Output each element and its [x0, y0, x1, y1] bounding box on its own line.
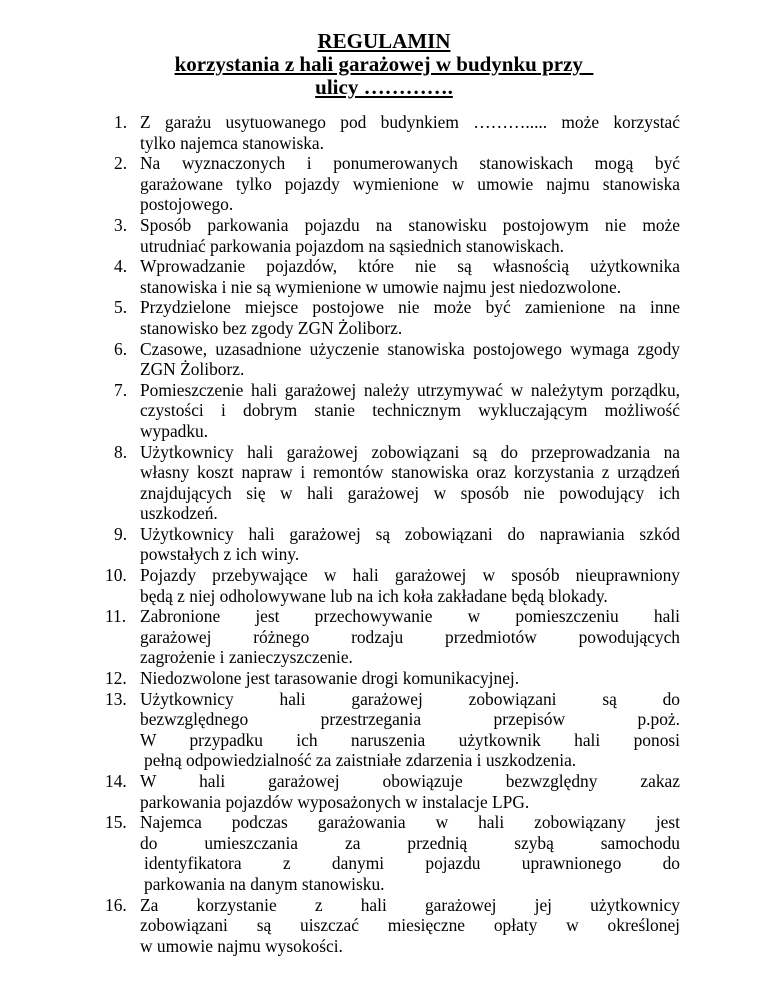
rule-text-line: Użytkownicy hali garażowej są zobowiązani do naprawiania szkód — [140, 523, 680, 544]
document-header — [0, 30, 768, 99]
rule-item — [114, 112, 680, 153]
rule-item — [114, 297, 680, 338]
rule-text-line: Pojazdy przebywające w hali garażowej w sposób nieuprawniony — [140, 565, 680, 586]
rule-text-line: tylko najemca stanowiska. — [140, 132, 325, 153]
rule-number: 1. — [114, 112, 128, 132]
rule-text-line: parkowania na danym stanowisku. — [144, 873, 385, 894]
rule-text-line: Przydzielone miejsce postojowe nie może być zamienione na inne — [140, 297, 680, 318]
rule-number: 5. — [114, 297, 128, 318]
rule-text-line: znajdujących się w hali garażowej w sposób nie powodujący ich — [140, 482, 680, 503]
rule-text-line: powstałych z ich winy. — [140, 544, 300, 565]
rule-text-line: czystości i dobrym stanie technicznym wykluczającym możliwość — [140, 400, 680, 421]
rule-number: 12. — [105, 668, 127, 689]
rule-item — [114, 524, 680, 565]
rule-item — [114, 215, 680, 256]
rule-text-line: Zabronione jest przechowywanie w pomieszczeniu hali — [140, 606, 680, 627]
rule-text-line: garażowane tylko pojazdy wymienione w umowie najmu stanowiska — [140, 173, 680, 194]
rule-number: 6. — [114, 338, 128, 359]
rule-text-line: do umieszczania za przednią szybą samochodu — [140, 832, 680, 853]
document-title: REGULAMIN — [317, 29, 451, 53]
rule-text-line: Z garażu usytuowanego pod budynkiem ………..... może korzystać — [140, 112, 680, 132]
rule-text-line: bezwzględnego przestrzegania przepisów p.poż. — [140, 709, 680, 730]
rule-item — [114, 380, 680, 442]
rule-text-line: uszkodzeń. — [140, 503, 218, 524]
document-subtitle-line-2: ulicy …………. — [315, 75, 453, 99]
rule-text-line: Sposób parkowania pojazdu na stanowisku postojowym nie może — [140, 214, 680, 235]
rule-text-line: Niedozwolone jest tarasowanie drogi komunikacyjnej. — [140, 668, 520, 689]
rule-text-line: W przypadku ich naruszenia użytkownik hali ponosi — [140, 729, 680, 750]
rules-list — [105, 112, 680, 956]
rule-item — [114, 256, 680, 297]
rule-number: 8. — [114, 441, 128, 462]
rule-number: 14. — [105, 771, 127, 791]
rule-text-line: parkowania pojazdów wyposażonych w instalacje LPG. — [140, 791, 530, 812]
rule-number: 3. — [114, 214, 128, 235]
rule-text-line: Na wyznaczonych i ponumerowanych stanowiskach mogą być — [140, 153, 680, 174]
rule-text-line: będą z niej odholowywane lub na ich koła zakładane będą blokady. — [140, 585, 608, 606]
rule-number: 4. — [114, 256, 128, 277]
rule-text-line: Za korzystanie z hali garażowej jej użytkownicy — [140, 894, 680, 915]
rule-text-line: Pomieszczenie hali garażowej należy utrzymywać w należytym porządku, — [140, 379, 680, 400]
rule-text-line: ZGN Żoliborz. — [140, 359, 245, 380]
rule-text-line: Czasowe, uzasadnione użyczenie stanowiska postojowego wymaga zgody — [140, 338, 680, 359]
rule-text-line: pełną odpowiedzialność za zaistniałe zdarzenia i uszkodzenia. — [144, 750, 577, 771]
rule-text-line: w umowie najmu wysokości. — [140, 935, 343, 956]
rule-item — [105, 668, 680, 689]
rule-item — [114, 339, 680, 380]
rule-number: 15. — [105, 812, 127, 833]
rule-text-line: zagrożenie i zanieczyszczenie. — [140, 647, 353, 668]
rule-text-line: własny koszt napraw i remontów stanowiska oraz korzystania z urządzeń — [140, 462, 680, 483]
rule-item — [105, 894, 680, 957]
rule-text-line: W hali garażowej obowiązuje bezwzględny zakaz — [140, 771, 680, 791]
rule-number: 16. — [105, 894, 127, 915]
rule-number: 11. — [105, 606, 127, 627]
rule-text-line: wypadku. — [140, 420, 209, 441]
rule-item — [114, 442, 680, 524]
rule-text-line: Najemca podczas garażowania w hali zobowiązany jest — [140, 812, 680, 833]
rule-item — [105, 688, 680, 771]
rule-item — [105, 606, 680, 668]
rule-number: 7. — [114, 379, 128, 400]
rule-text-line: garażowej różnego rodzaju przedmiotów powodujących — [140, 626, 680, 647]
rule-item — [105, 771, 680, 812]
rule-text-line: identyfikatora z danymi pojazdu uprawnionego do — [144, 853, 680, 874]
rule-item — [105, 812, 680, 894]
rule-text-line: stanowiska i nie są wymienione w umowie najmu jest niedozwolone. — [140, 276, 622, 297]
rule-number: 13. — [105, 688, 127, 709]
rule-number: 9. — [114, 523, 128, 544]
rule-item — [114, 153, 680, 215]
rule-item — [105, 565, 680, 606]
rule-text-line: zobowiązani są uiszczać miesięczne opłaty w określonej — [140, 915, 680, 936]
rule-text-line: stanowisko bez zgody ZGN Żoliborz. — [140, 317, 403, 338]
rule-number: 10. — [105, 565, 127, 586]
rule-text-line: postojowego. — [140, 194, 234, 215]
rule-number: 2. — [114, 153, 128, 174]
document-subtitle-line-1: korzystania z hali garażowej w budynku przy — [174, 52, 594, 76]
rule-text-line: Użytkownicy hali garażowej zobowiązani są do przeprowadzania na — [140, 441, 680, 462]
rule-text-line: Użytkownicy hali garażowej zobowiązani są do — [140, 688, 680, 709]
rule-text-line: Wprowadzanie pojazdów, które nie są własnością użytkownika — [140, 256, 680, 277]
rule-text-line: utrudniać parkowania pojazdom na sąsiednich stanowiskach. — [140, 235, 565, 256]
